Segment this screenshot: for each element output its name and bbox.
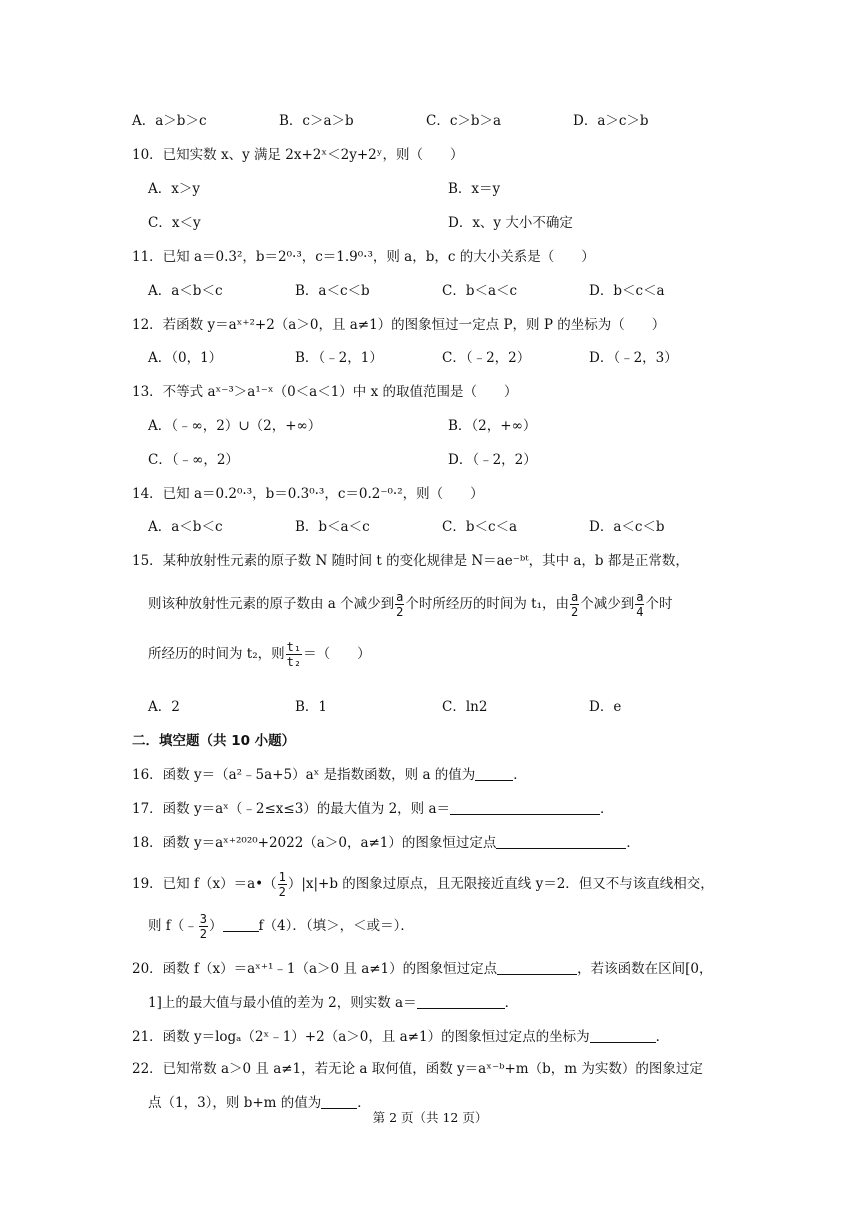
page-footer: 第 2 页（共 12 页） bbox=[372, 1110, 488, 1125]
q19-text: 19．已知 f（x）＝a•（ bbox=[132, 876, 277, 892]
answer-blank bbox=[590, 1028, 656, 1043]
q19-text: 则 f（﹣ bbox=[148, 918, 198, 934]
q21-text: ． bbox=[655, 1029, 670, 1045]
frac-num: a bbox=[396, 590, 404, 604]
option-a: A．a＜b＜c bbox=[148, 519, 223, 535]
q10-stem: 10．已知实数 x、y 满足 2x+2ˣ＜2y+2ʸ，则（ ） bbox=[132, 147, 464, 163]
option-d: D．（﹣2，3） bbox=[589, 350, 678, 366]
option-c: C．b＜c＜a bbox=[442, 519, 518, 535]
q11-options bbox=[148, 280, 740, 302]
q15-text: 所经历的时间为 t₂，则 bbox=[148, 646, 285, 662]
option-c: C．（﹣2，2） bbox=[442, 350, 531, 366]
frac-den: 4 bbox=[636, 605, 644, 619]
fraction-t1-over-t2 bbox=[286, 640, 302, 669]
answer-blank bbox=[223, 917, 259, 932]
frac-num: 3 bbox=[199, 912, 208, 926]
answer-blank bbox=[417, 994, 505, 1009]
fraction-a-over-4 bbox=[635, 590, 644, 619]
q18-text: ． bbox=[626, 835, 640, 851]
q17 bbox=[132, 798, 740, 820]
option-b: B．（﹣2，1） bbox=[295, 350, 383, 366]
q20-text: ，若该函数在区间[0， bbox=[577, 961, 713, 977]
q9-options bbox=[132, 110, 740, 132]
q18 bbox=[132, 832, 740, 854]
option-a: A．a＜b＜c bbox=[148, 283, 223, 299]
q13-options-row2 bbox=[148, 449, 740, 471]
option-a: A．（﹣∞，2）∪（2，+∞） bbox=[148, 418, 322, 434]
q15-text: 则该种放射性元素的原子数由 a 个减少到 bbox=[148, 596, 395, 612]
frac-den: 2 bbox=[199, 927, 208, 941]
q20-text: 1]上的最大值与最小值的差为 2，则实数 a＝ bbox=[148, 995, 417, 1011]
fraction-three-halves bbox=[199, 912, 208, 941]
q22-text: 点（1，3），则 b+m 的值为 bbox=[148, 1095, 322, 1111]
frac-num: 1 bbox=[278, 870, 286, 884]
q15-text: 个时所经历的时间为 t₁，由 bbox=[405, 596, 570, 612]
q14-options bbox=[148, 516, 740, 538]
option-d: D．（﹣2，2） bbox=[448, 452, 537, 468]
option-c: C．（﹣∞，2） bbox=[148, 452, 239, 468]
q20-text: 20．函数 f（x）＝aˣ⁺¹﹣1（a＞0 且 a≠1）的图象恒过定点 bbox=[132, 961, 498, 977]
option-d: D．b＜c＜a bbox=[589, 283, 665, 299]
q15-text: 个减少到 bbox=[580, 596, 635, 612]
q15-text: 个时 bbox=[645, 596, 673, 612]
q21 bbox=[132, 1026, 740, 1048]
q20-text: ． bbox=[504, 995, 519, 1011]
q14-stem: 14．已知 a＝0.2⁰·³，b＝0.3⁰·³，c＝0.2⁻⁰·²，则（ ） bbox=[132, 486, 484, 502]
frac-num: a bbox=[636, 590, 644, 604]
option-c: C．c＞b＞a bbox=[426, 113, 502, 129]
answer-blank bbox=[496, 834, 626, 849]
frac-den: 2 bbox=[396, 605, 404, 619]
q22-line1: 22．已知常数 a＞0 且 a≠1，若无论 a 取何值，函数 y＝aˣ⁻ᵇ+m（b，m 为实数）的图象过定 bbox=[132, 1061, 703, 1077]
q16-text: 16．函数 y＝（a²﹣5a+5）aˣ 是指数函数，则 a 的值为 bbox=[132, 767, 476, 783]
option-d: D．a＞c＞b bbox=[573, 113, 649, 129]
frac-num: t₁ bbox=[286, 640, 302, 654]
q19-line2 bbox=[148, 912, 740, 941]
q20-line2 bbox=[148, 992, 740, 1014]
q19-text: f（4）．（填＞，＜或＝）． bbox=[258, 918, 414, 934]
q10-options-row2 bbox=[148, 212, 740, 234]
option-b: B．c＞a＞b bbox=[279, 113, 354, 129]
answer-blank bbox=[475, 766, 513, 781]
q22-text: ． bbox=[357, 1095, 371, 1111]
q17-text: 17．函数 y＝aˣ（﹣2≤x≤3）的最大值为 2，则 a＝ bbox=[132, 801, 451, 817]
q16 bbox=[132, 764, 740, 786]
option-a: A．x＞y bbox=[148, 181, 200, 197]
q15-line2 bbox=[148, 590, 740, 619]
q12-options bbox=[148, 347, 740, 369]
option-a: A．2 bbox=[148, 699, 180, 715]
option-a: A．a＞b＞c bbox=[132, 113, 207, 129]
fraction-one-half bbox=[278, 870, 287, 899]
q15-line3 bbox=[148, 640, 740, 669]
frac-den: t₂ bbox=[286, 655, 302, 669]
q15-text: ＝（ ） bbox=[303, 646, 371, 662]
q13-stem: 13．不等式 aˣ⁻³＞a¹⁻ˣ（0＜a＜1）中 x 的取值范围是（ ） bbox=[132, 384, 518, 400]
q10-options-row1 bbox=[148, 178, 740, 200]
q19-line1 bbox=[132, 870, 740, 899]
fraction-a-over-2 bbox=[570, 590, 579, 619]
q18-text: 18．函数 y＝aˣ⁺²⁰²⁰+2022（a＞0，a≠1）的图象恒过定点 bbox=[132, 835, 497, 851]
frac-den: 2 bbox=[571, 605, 579, 619]
option-b: B．（2，+∞） bbox=[448, 418, 537, 434]
option-c: C．ln2 bbox=[442, 699, 488, 715]
option-d: D．x、y 大小不确定 bbox=[448, 215, 573, 231]
frac-num: a bbox=[571, 590, 579, 604]
q11-stem: 11．已知 a＝0.3²，b＝2⁰·³，c＝1.9⁰·³，则 a，b，c 的大小关系是（ ） bbox=[132, 249, 595, 265]
q20-line1 bbox=[132, 958, 740, 980]
q16-text: ． bbox=[513, 767, 527, 783]
frac-den: 2 bbox=[278, 885, 286, 899]
q21-text: 21．函数 y＝logₐ（2ˣ﹣1）+2（a＞0，且 a≠1）的图象恒过定点的坐标为 bbox=[132, 1029, 590, 1045]
q19-text: ） bbox=[209, 918, 223, 934]
option-a: A．（0，1） bbox=[148, 350, 223, 366]
option-d: D．a＜c＜b bbox=[589, 519, 665, 535]
q15-line1: 15．某种放射性元素的原子数 N 随时间 t 的变化规律是 N＝ae⁻ᵇᵗ，其中 a，b 都是正常数， bbox=[132, 553, 689, 569]
option-b: B．b＜a＜c bbox=[295, 519, 370, 535]
fraction-a-over-2 bbox=[395, 590, 404, 619]
option-b: B．a＜c＜b bbox=[295, 283, 370, 299]
answer-blank bbox=[450, 800, 600, 815]
option-b: B．x＝y bbox=[448, 181, 501, 197]
option-c: C．b＜a＜c bbox=[442, 283, 518, 299]
section-title: 二．填空题（共 10 小题） bbox=[132, 733, 296, 749]
q19-text: ）|x|+b 的图象过原点，且无限接近直线 y＝2．但又不与该直线相交， bbox=[287, 876, 714, 892]
option-d: D．e bbox=[589, 699, 622, 715]
answer-blank bbox=[497, 960, 577, 975]
option-c: C．x＜y bbox=[148, 215, 201, 231]
q17-text: ． bbox=[600, 801, 614, 817]
q13-options-row1 bbox=[148, 415, 740, 437]
option-b: B．1 bbox=[295, 699, 328, 715]
q12-stem: 12．若函数 y＝aˣ⁺²+2（a＞0，且 a≠1）的图象恒过一定点 P，则 P 的坐标为（ ） bbox=[132, 317, 666, 333]
q15-options bbox=[148, 696, 740, 718]
answer-blank bbox=[321, 1094, 357, 1109]
